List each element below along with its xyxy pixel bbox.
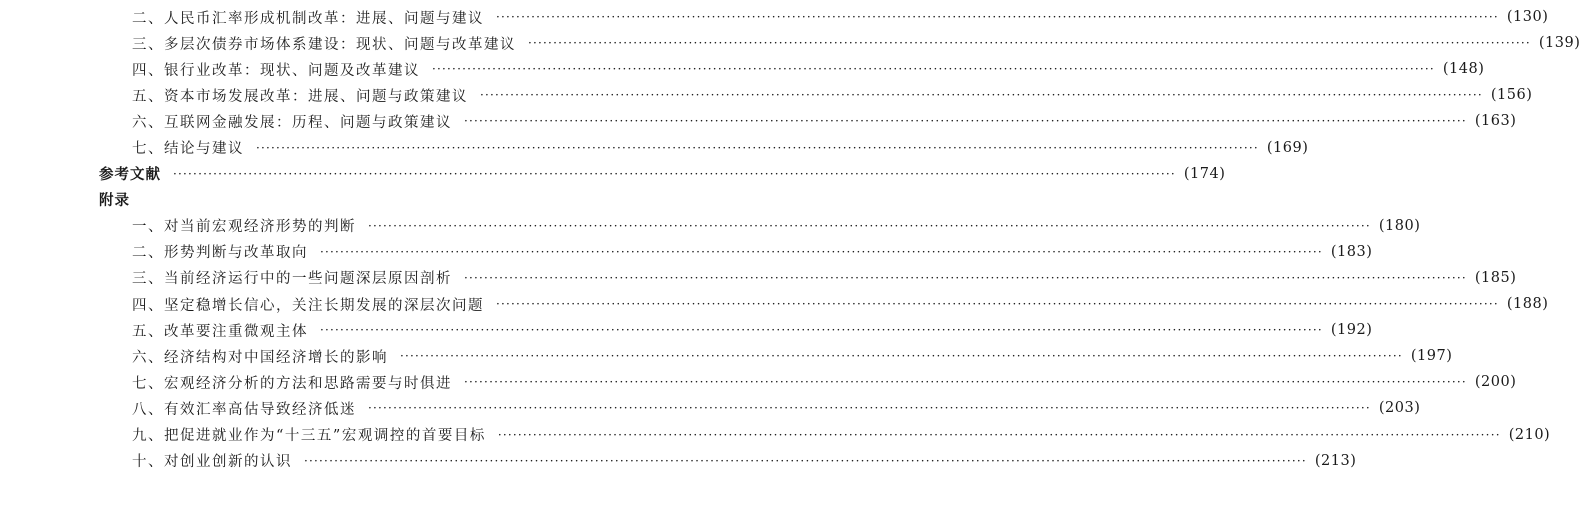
toc-entry-title: 三、多层次债券市场体系建设：现状、问题与改革建议 (132, 36, 516, 53)
toc-entry-page: (185) (1474, 269, 1517, 286)
dot-leader: ········································································································································································································ (497, 427, 1501, 442)
toc-entry-title: 一、对当前宏观经济形势的判断 (132, 219, 356, 236)
toc-entry-page: (130) (1506, 9, 1549, 26)
toc-entry-title: 四、银行业改革：现状、问题及改革建议 (132, 62, 420, 79)
dot-leader: ········································································································································································································ (464, 270, 1467, 285)
dot-leader: ········································································································································································································ (432, 62, 1435, 77)
toc-entry-title: 四、坚定稳增长信心，关注长期发展的深层次问题 (132, 297, 484, 314)
toc-entry[interactable] (0, 4, 1549, 30)
toc-entry-page: (200) (1474, 374, 1517, 391)
dot-leader: ········································································································································································································ (256, 140, 1259, 155)
toc-entry[interactable] (0, 108, 1517, 134)
toc-entry-page: (180) (1378, 217, 1421, 234)
toc-entry-title: 六、互联网金融发展：历程、问题与政策建议 (132, 114, 452, 131)
table-of-contents (0, 4, 1580, 474)
toc-entry-title: 八、有效汇率高估导致经济低迷 (132, 401, 356, 418)
toc-entry-title: 二、形势判断与改革取向 (132, 245, 308, 262)
appendix-heading: 附录 (99, 192, 130, 210)
toc-entry[interactable] (0, 30, 1580, 56)
toc-entry[interactable] (0, 82, 1533, 108)
toc-entry-page: (183) (1330, 243, 1373, 260)
toc-entry-page: (210) (1508, 426, 1551, 443)
dot-leader: ········································································································································································································ (368, 401, 1371, 416)
toc-entry-title: 七、宏观经济分析的方法和思路需要与时俱进 (132, 375, 452, 392)
toc-entry[interactable] (0, 239, 1373, 265)
dot-leader: ········································································································································································································ (464, 114, 1467, 129)
dot-leader: ········································································································································································································ (464, 375, 1467, 390)
toc-entry-title: 六、经济结构对中国经济增长的影响 (132, 349, 388, 366)
toc-entry-title: 五、改革要注重微观主体 (132, 323, 308, 340)
toc-entry[interactable] (0, 448, 1357, 474)
dot-leader: ········································································································································································································ (528, 36, 1531, 51)
dot-leader: ········································································································································································································ (320, 244, 1323, 259)
toc-entry-title: 七、结论与建议 (132, 141, 244, 158)
toc-entry-page: (148) (1442, 61, 1485, 78)
toc-entry-page: (197) (1410, 348, 1453, 365)
toc-entry[interactable] (0, 213, 1421, 239)
toc-entry[interactable] (0, 265, 1517, 291)
toc-entry-page: (188) (1506, 296, 1549, 313)
dot-leader: ········································································································································································································ (496, 297, 1499, 312)
toc-entry-title: 十、对创业创新的认识 (132, 454, 292, 471)
toc-entry-page: (139) (1538, 35, 1580, 52)
toc-entry[interactable] (0, 317, 1373, 343)
toc-entry-page: (169) (1266, 139, 1309, 156)
toc-entry-page: (192) (1330, 322, 1373, 339)
toc-entry-title: 五、资本市场发展改革：进展、问题与政策建议 (132, 88, 468, 105)
toc-entry[interactable] (0, 343, 1453, 369)
toc-entry-page: (174) (1183, 165, 1226, 182)
dot-leader: ········································································································································································································ (400, 349, 1403, 364)
toc-entry[interactable] (0, 291, 1549, 317)
toc-entry[interactable] (0, 422, 1551, 448)
dot-leader: ········································································································································································································ (320, 323, 1323, 338)
dot-leader: ········································································································································································································ (173, 166, 1176, 181)
toc-entry[interactable] (0, 134, 1309, 160)
dot-leader: ········································································································································································································ (304, 453, 1307, 468)
toc-entry[interactable] (0, 395, 1421, 421)
toc-entry-title: 三、当前经济运行中的一些问题深层原因剖析 (132, 271, 452, 288)
toc-entry-title: 九、把促进就业作为“十三五”宏观调控的首要目标 (132, 428, 486, 445)
dot-leader: ········································································································································································································ (496, 10, 1499, 25)
dot-leader: ········································································································································································································ (368, 218, 1371, 233)
toc-entry-title: 二、人民币汇率形成机制改革：进展、问题与建议 (132, 10, 484, 27)
toc-entry-page: (203) (1378, 400, 1421, 417)
toc-entry-page: (213) (1314, 452, 1357, 469)
toc-entry[interactable] (0, 369, 1517, 395)
toc-entry[interactable] (0, 56, 1485, 82)
toc-entry-title: 参考文献 (99, 166, 161, 184)
toc-entry-page: (163) (1474, 113, 1517, 130)
dot-leader: ········································································································································································································ (480, 88, 1483, 103)
toc-entry-page: (156) (1490, 87, 1533, 104)
toc-entry-references[interactable] (0, 161, 1226, 187)
